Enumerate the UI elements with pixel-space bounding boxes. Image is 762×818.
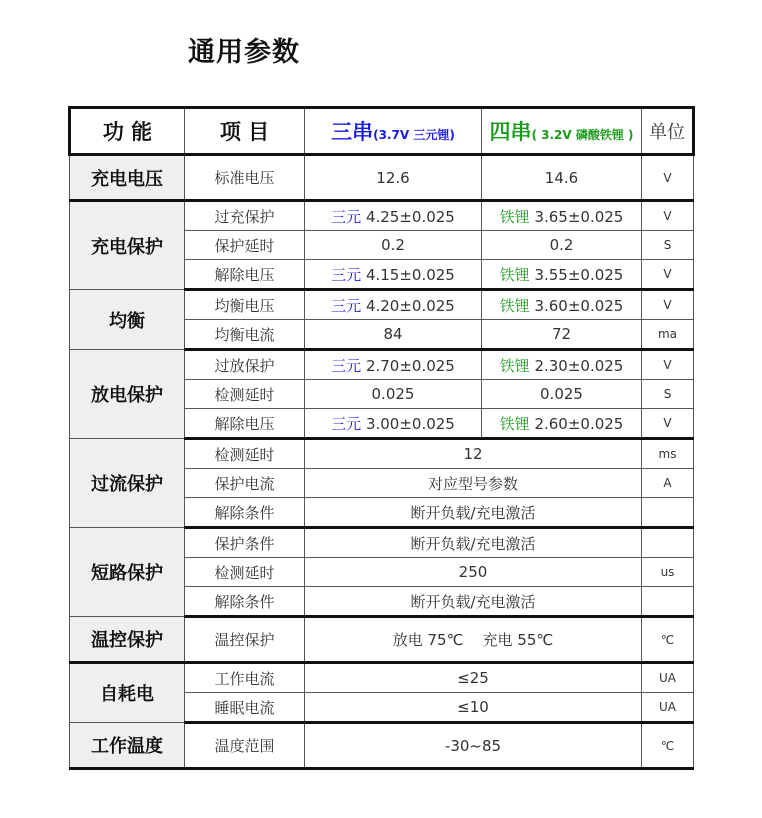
chemistry-tag: 铁锂 [499, 265, 530, 284]
function-cell: 短路保护 [70, 528, 185, 617]
function-cell: 放电保护 [70, 350, 185, 439]
value-text: 4.20±0.025 [365, 296, 455, 315]
function-cell: 自耗电 [70, 663, 185, 723]
table-row [70, 290, 694, 320]
header-four-series [482, 108, 642, 155]
unit-cell: ma [642, 320, 694, 350]
item-cell: 保护电流 [185, 469, 305, 498]
value-text: 2.60±0.025 [534, 414, 624, 433]
unit-cell: ms [642, 439, 694, 469]
table-row [70, 201, 694, 231]
item-cell: 解除电压 [185, 409, 305, 439]
function-cell: 充电保护 [70, 201, 185, 290]
table-row [70, 663, 694, 693]
unit-cell: S [642, 231, 694, 260]
three-series-value [305, 201, 482, 231]
header-three-series-label: 三串 [331, 120, 374, 144]
three-series-value: 12.6 [305, 155, 482, 201]
item-cell: 检测延时 [185, 380, 305, 409]
header-four-series-label: 四串 [489, 120, 532, 144]
unit-cell: V [642, 155, 694, 201]
four-series-value: 14.6 [482, 155, 642, 201]
unit-cell [642, 587, 694, 617]
three-series-value [305, 350, 482, 380]
chemistry-tag: 铁锂 [499, 296, 530, 315]
unit-cell: S [642, 380, 694, 409]
item-cell: 温控保护 [185, 617, 305, 663]
unit-cell: V [642, 290, 694, 320]
header-unit: 单位 [642, 108, 694, 155]
three-series-value: 0.025 [305, 380, 482, 409]
shared-value: 12 [305, 439, 642, 469]
four-series-value [482, 409, 642, 439]
item-cell: 解除条件 [185, 498, 305, 528]
header-function: 功 能 [70, 108, 185, 155]
three-series-value: 0.2 [305, 231, 482, 260]
chemistry-tag: 三元 [331, 265, 362, 284]
shared-value: 放电 75℃ 充电 55℃ [305, 617, 642, 663]
page-title: 通用参数 [188, 37, 300, 68]
unit-cell: ℃ [642, 617, 694, 663]
value-text: 3.65±0.025 [534, 207, 624, 226]
shared-value: 断开负载/充电激活 [305, 587, 642, 617]
four-series-value [482, 350, 642, 380]
four-series-value: 72 [482, 320, 642, 350]
item-cell: 均衡电压 [185, 290, 305, 320]
parameter-table [68, 106, 695, 770]
four-series-value [482, 260, 642, 290]
value-text: 3.60±0.025 [534, 296, 624, 315]
chemistry-tag: 铁锂 [499, 414, 530, 433]
four-series-value [482, 201, 642, 231]
item-cell: 均衡电流 [185, 320, 305, 350]
header-three-series [305, 108, 482, 155]
function-cell: 温控保护 [70, 617, 185, 663]
value-text: 2.70±0.025 [365, 356, 455, 375]
item-cell: 解除条件 [185, 587, 305, 617]
unit-cell: V [642, 201, 694, 231]
function-cell: 充电电压 [70, 155, 185, 201]
item-cell: 过充保护 [185, 201, 305, 231]
chemistry-tag: 铁锂 [499, 356, 530, 375]
chemistry-tag: 三元 [331, 207, 362, 226]
shared-value: 对应型号参数 [305, 469, 642, 498]
shared-value: 断开负载/充电激活 [305, 498, 642, 528]
function-cell: 均衡 [70, 290, 185, 350]
header-item: 项 目 [185, 108, 305, 155]
four-series-value: 0.025 [482, 380, 642, 409]
value-text: 4.15±0.025 [365, 265, 455, 284]
value-text: 3.55±0.025 [534, 265, 624, 284]
item-cell: 睡眠电流 [185, 693, 305, 723]
shared-value: ≤25 [305, 663, 642, 693]
three-series-value [305, 409, 482, 439]
unit-cell: ℃ [642, 723, 694, 769]
table-row [70, 528, 694, 558]
table-row [70, 439, 694, 469]
unit-cell [642, 498, 694, 528]
unit-cell: UA [642, 663, 694, 693]
value-text: 4.25±0.025 [365, 207, 455, 226]
item-cell: 检测延时 [185, 558, 305, 587]
four-series-value [482, 290, 642, 320]
three-series-value [305, 290, 482, 320]
unit-cell: V [642, 260, 694, 290]
chemistry-tag: 铁锂 [499, 207, 530, 226]
item-cell: 过放保护 [185, 350, 305, 380]
chemistry-tag: 三元 [331, 414, 362, 433]
three-series-value [305, 260, 482, 290]
chemistry-tag: 三元 [331, 296, 362, 315]
table-row [70, 155, 694, 201]
unit-cell: UA [642, 693, 694, 723]
header-four-series-chemistry: ( 3.2V 磷酸铁锂 ) [531, 128, 634, 142]
chemistry-tag: 三元 [331, 356, 362, 375]
item-cell: 解除电压 [185, 260, 305, 290]
header-three-series-chemistry: (3.7V 三元锂) [373, 128, 455, 142]
item-cell: 保护延时 [185, 231, 305, 260]
shared-value: -30~85 [305, 723, 642, 769]
function-cell: 工作温度 [70, 723, 185, 769]
item-cell: 温度范围 [185, 723, 305, 769]
item-cell: 检测延时 [185, 439, 305, 469]
table-row [70, 723, 694, 769]
table-row [70, 617, 694, 663]
value-text: 2.30±0.025 [534, 356, 624, 375]
function-cell: 过流保护 [70, 439, 185, 528]
unit-cell: V [642, 409, 694, 439]
three-series-value: 84 [305, 320, 482, 350]
shared-value: 250 [305, 558, 642, 587]
four-series-value: 0.2 [482, 231, 642, 260]
item-cell: 工作电流 [185, 663, 305, 693]
item-cell: 标准电压 [185, 155, 305, 201]
value-text: 3.00±0.025 [365, 414, 455, 433]
table-header-row [70, 108, 694, 155]
table-row [70, 350, 694, 380]
shared-value: 断开负载/充电激活 [305, 528, 642, 558]
unit-cell: V [642, 350, 694, 380]
unit-cell [642, 528, 694, 558]
unit-cell: A [642, 469, 694, 498]
shared-value: ≤10 [305, 693, 642, 723]
unit-cell: us [642, 558, 694, 587]
item-cell: 保护条件 [185, 528, 305, 558]
